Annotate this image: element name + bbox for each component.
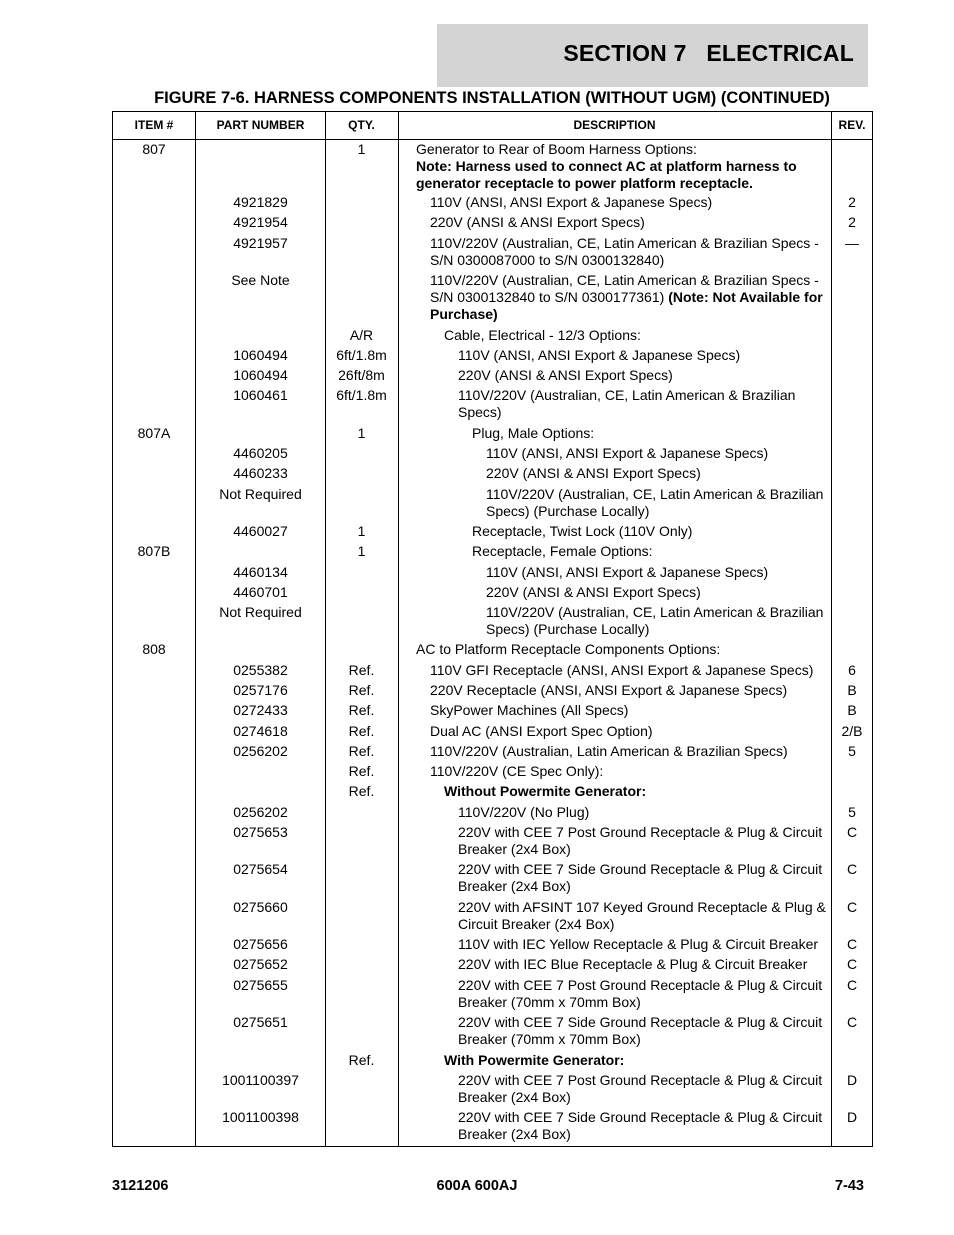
revision: C [846,1014,858,1030]
description [486,584,827,601]
part-number: 0272433 [233,702,288,718]
description [430,662,827,679]
section-title: SECTION 7 ELECTRICAL [563,40,854,66]
quantity: 26ft/8m [338,367,385,383]
description-text: 110V/220V (Australian, CE, Latin American & Brazilian Specs) [458,387,796,420]
description-text: 110V/220V (Australian, CE, Latin American & Brazilian Specs - S/N 0300132840 to S/N 0300177361) [430,272,819,305]
revision: D [846,1072,858,1088]
part-number: 1001100398 [222,1109,299,1125]
description [458,347,827,364]
part-number: 4921954 [233,214,288,230]
description [458,861,827,895]
header-divider [112,139,873,140]
part-number: 0274618 [233,723,288,739]
description-text: 220V with AFSINT 107 Keyed Ground Receptacle & Plug & Circuit Breaker (2x4 Box) [458,899,826,932]
part-number: 0255382 [233,662,288,678]
description-text: 110V/220V (Australian, CE, Latin American & Brazilian Specs) (Purchase Locally) [486,486,824,519]
description [486,445,827,462]
quantity: Ref. [348,763,375,779]
description-text: Generator to Rear of Boom Harness Options: [416,141,697,157]
description-text: 220V with IEC Blue Receptacle & Plug & Circuit Breaker [458,956,808,972]
description [458,1014,827,1048]
quantity: Ref. [348,783,375,799]
part-number: 4460027 [233,523,288,539]
revision: C [846,977,858,993]
description-text: 220V Receptacle (ANSI, ANSI Export & Japanese Specs) [430,682,788,698]
column-divider [398,111,399,1147]
description-text: 110V (ANSI, ANSI Export & Japanese Specs) [430,194,713,210]
revision: C [846,861,858,877]
item-number: 807 [142,141,166,157]
footer-model: 600A 600AJ [436,1178,518,1194]
part-number: 0275655 [233,977,288,993]
description-text: 110V/220V (Australian, CE, Latin American & Brazilian Specs) (Purchase Locally) [486,604,824,637]
quantity: Ref. [348,723,375,739]
revision: C [846,936,858,952]
description [416,641,827,658]
description [472,523,827,540]
description [430,194,827,211]
part-number: 0256202 [233,743,288,759]
part-number: 0275652 [233,956,288,972]
description [486,564,827,581]
part-number: 4460205 [233,445,288,461]
description-text: 220V with CEE 7 Post Ground Receptacle & Plug & Circuit Breaker (2x4 Box) [458,1072,823,1105]
revision: 5 [848,804,856,820]
footer-doc-number: 3121206 [112,1178,169,1194]
quantity: 1 [357,425,366,441]
revision: 2 [848,214,856,230]
description-note: Without Powermite Generator: [444,783,647,799]
part-number: 1060461 [233,387,288,403]
description [444,327,827,344]
description-text: 110V with IEC Yellow Receptacle & Plug & Circuit Breaker [458,936,819,952]
description [458,1109,827,1143]
quantity: 1 [357,543,366,559]
footer-page-number: 7-43 [834,1178,864,1194]
description [472,543,827,560]
part-number: 1001100397 [222,1072,299,1088]
part-number: 0275656 [233,936,288,952]
description-text: 220V with CEE 7 Side Ground Receptacle & Plug & Circuit Breaker (70mm x 70mm Box) [458,1014,823,1047]
revision: B [847,702,857,718]
description-text: Receptacle, Female Options: [472,543,653,559]
part-number: 0275653 [233,824,288,840]
part-number: Not Required [219,486,302,502]
item-number: 808 [142,641,166,657]
description [430,235,827,269]
description-text: SkyPower Machines (All Specs) [430,702,629,718]
quantity: Ref. [348,702,375,718]
part-number: 1060494 [233,347,288,363]
revision: D [846,1109,858,1125]
description-text: 110V/220V (No Plug) [458,804,590,820]
description-text: Dual AC (ANSI Export Spec Option) [430,723,653,739]
column-header-item: ITEM # [134,118,174,132]
item-number: 807A [137,425,171,441]
part-number: See Note [231,272,290,288]
description [458,824,827,858]
description [486,604,827,638]
revision: 6 [848,662,856,678]
description [444,783,827,800]
description-text: 110V/220V (Australian, Latin American & Brazilian Specs) [430,743,788,759]
part-number: 0275654 [233,861,288,877]
revision: C [846,899,858,915]
description [444,1052,827,1069]
quantity: 6ft/1.8m [336,347,387,363]
description [430,723,827,740]
description-text: 220V (ANSI & ANSI Export Specs) [486,584,701,600]
description [458,1072,827,1106]
column-header-rev: REV. [838,118,866,132]
part-number: 4460233 [233,465,288,481]
quantity: 6ft/1.8m [336,387,387,403]
quantity: 1 [357,523,366,539]
description-text: 220V (ANSI & ANSI Export Specs) [458,367,673,383]
description [430,763,827,780]
revision: C [846,824,858,840]
description-note: (Note: Not Available for Purchase) [430,289,823,322]
description-text: Plug, Male Options: [472,425,595,441]
description [472,425,827,442]
description [458,367,827,384]
quantity: Ref. [348,743,375,759]
column-divider [325,111,326,1147]
part-number: 4921829 [233,194,288,210]
part-number: 0257176 [233,682,288,698]
description [486,486,827,520]
column-header-qty: QTY. [348,118,375,132]
column-header-description: DESCRIPTION [573,118,656,132]
description-text: 110V GFI Receptacle (ANSI, ANSI Export & Japanese Specs) [430,662,814,678]
part-number: 4460701 [233,584,288,600]
description [430,702,827,719]
description [458,804,827,821]
part-number: 0275660 [233,899,288,915]
description-text: 110V (ANSI, ANSI Export & Japanese Specs) [458,347,741,363]
part-number: 4460134 [233,564,288,580]
part-number: Not Required [219,604,302,620]
description-text: 220V (ANSI & ANSI Export Specs) [430,214,645,230]
revision: B [847,682,857,698]
description-text: 220V with CEE 7 Post Ground Receptacle & Plug & Circuit Breaker (2x4 Box) [458,824,823,857]
quantity: 1 [357,141,366,157]
part-number: 1060494 [233,367,288,383]
part-number: 0256202 [233,804,288,820]
description-text: Cable, Electrical - 12/3 Options: [444,327,641,343]
quantity: Ref. [348,662,375,678]
revision: — [845,235,859,251]
description [458,936,827,953]
description-text: Receptacle, Twist Lock (110V Only) [472,523,693,539]
description [458,387,827,421]
quantity: Ref. [348,1052,375,1068]
description-note: With Powermite Generator: [444,1052,625,1068]
description-text: 220V with CEE 7 Post Ground Receptacle & Plug & Circuit Breaker (70mm x 70mm Box) [458,977,823,1010]
description [430,272,827,323]
description [416,141,827,192]
description-text: 220V with CEE 7 Side Ground Receptacle & Plug & Circuit Breaker (2x4 Box) [458,861,823,894]
description [458,977,827,1011]
column-header-part-number: PART NUMBER [216,118,305,132]
description-text: 110V (ANSI, ANSI Export & Japanese Specs) [486,564,769,580]
description-text: 220V with CEE 7 Side Ground Receptacle & Plug & Circuit Breaker (2x4 Box) [458,1109,823,1142]
description [430,743,827,760]
revision: 5 [848,743,856,759]
revision: C [846,956,858,972]
description-note: Note: Harness used to connect AC at platform harness to generator receptacle to power platform receptacle. [416,158,797,191]
description [430,214,827,231]
quantity: Ref. [348,682,375,698]
quantity: A/R [349,327,374,343]
description [430,682,827,699]
description-text: 110V/220V (CE Spec Only): [430,763,604,779]
description [458,899,827,933]
description-text: AC to Platform Receptacle Components Options: [416,641,721,657]
section-banner [437,24,868,87]
part-number: 4921957 [233,235,288,251]
description-text: 110V/220V (Australian, CE, Latin American & Brazilian Specs - S/N 0300087000 to S/N 0300132840) [430,235,819,268]
revision: 2/B [841,723,863,739]
description [486,465,827,482]
description-text: 220V (ANSI & ANSI Export Specs) [486,465,701,481]
figure-title: FIGURE 7-6. HARNESS COMPONENTS INSTALLATION (WITHOUT UGM) (CONTINUED) [154,89,830,107]
revision: 2 [848,194,856,210]
part-number: 0275651 [233,1014,288,1030]
description-text: 110V (ANSI, ANSI Export & Japanese Specs) [486,445,769,461]
description [458,956,827,973]
item-number: 807B [137,543,171,559]
